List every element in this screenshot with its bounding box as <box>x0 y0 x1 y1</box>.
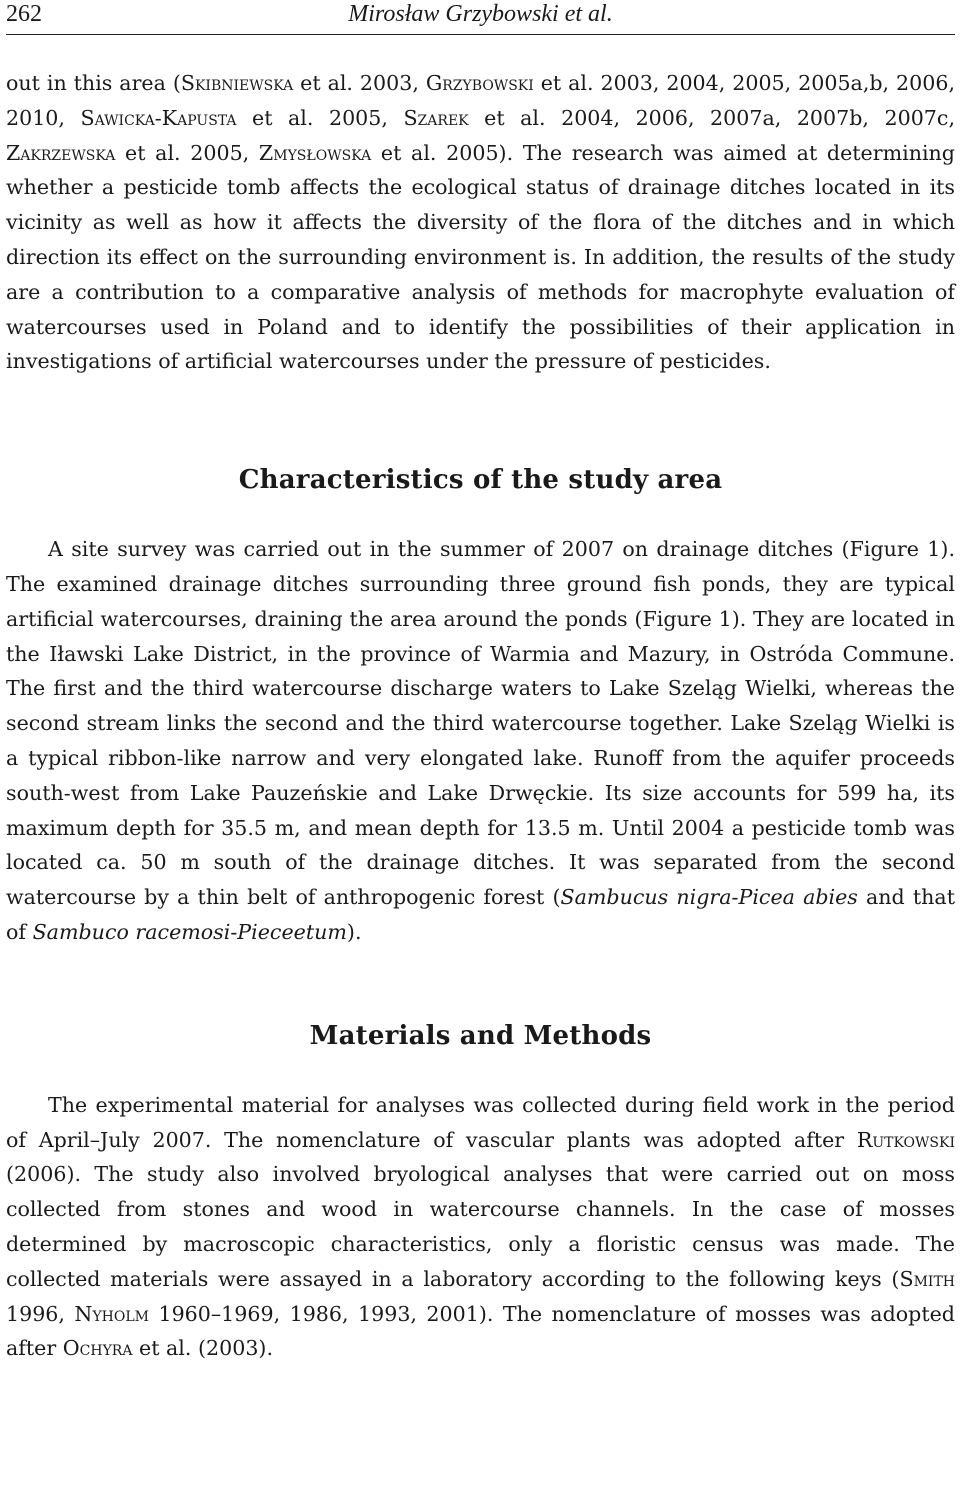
page-number: 262 <box>6 1 42 27</box>
methods-text: et al. (2003). <box>132 1336 274 1361</box>
citation-author: Zmysłowska <box>258 140 372 165</box>
citation-author: Szarek <box>403 105 469 130</box>
citation-author: Ochyra <box>62 1336 133 1361</box>
community-name: Sambuco racemosi-Pieceetum <box>32 919 347 944</box>
methods-text: 1996, <box>6 1301 75 1326</box>
page <box>6 0 955 1366</box>
methods-text: (2006). The study also involved bryological analyses that were carried out on moss collected from stones and wood in watercourse channels. In the case of mosses determined by macroscopic characteristics, only a floristic census was made. The collected materials were assayed in a laboratory according to the following keys ( <box>6 1162 955 1291</box>
intro-text: et al. 2005, <box>236 105 404 130</box>
study-area-text: ). <box>346 919 362 944</box>
methods-text: 1960–1969, 1986, 1993, 2001). The nomenclature of mosses was adopted after <box>6 1301 955 1361</box>
citation-author: Nyholm <box>74 1301 150 1326</box>
citation-author: Rutkowski <box>856 1127 955 1152</box>
species-name: Sambucus nigra-Picea abies <box>560 885 858 910</box>
intro-paragraph <box>6 66 955 379</box>
section-heading-methods: Materials and Methods <box>309 1020 652 1051</box>
intro-text: et al. 2003, 2004, 2005, 2005a,b, 2006, 2010, <box>6 71 955 130</box>
running-head <box>6 0 955 35</box>
running-head-authors: Mirosław Grzybowski et al. <box>348 1 613 27</box>
citation-author: Zakrzewska <box>6 140 116 165</box>
intro-text: et al. 2005, <box>115 140 259 165</box>
study-area-text: and that of <box>6 885 955 944</box>
citation-author: Sawicka-Kapusta <box>80 105 237 130</box>
citation-author: Smith <box>899 1266 955 1291</box>
citation-author: Skibniewska <box>180 71 294 95</box>
section-heading-study-area: Characteristics of the study area <box>238 465 723 496</box>
intro-text: et al. 2005). The research was aimed at determining whether a pesticide tomb affects the ecological status of drainage ditches located in its vicinity as well as how it affects the diversity of the flora of the ditches and in which direction its effect on the surrounding environment is. In addition, the results of the study are a contribution to a comparative analysis of methods for macrophyte evaluation of watercourses used in Poland and to identify the possibilities of their application in investigations of artificial watercourses under the pressure of pesticides. <box>6 140 955 374</box>
methods-paragraph <box>6 1088 955 1366</box>
methods-text: The experimental material for analyses was collected during field work in the period of April–July 2007. The nomenclature of vascular plants was adopted after <box>6 1092 955 1152</box>
study-area-paragraph <box>6 532 955 950</box>
intro-text: out in this area ( <box>6 71 181 95</box>
intro-text: et al. 2003, <box>293 71 426 95</box>
citation-author: Grzybowski <box>425 71 534 95</box>
study-area-text: A site survey was carried out in the summer of 2007 on drainage ditches (Figure 1). The examined drainage ditches surrounding three ground fish ponds, they are typical artificial watercourses, draining the area around the ponds (Figure 1). They are located in the Iławski Lake District, in the province of Warmia and Mazury, in Ostróda Commune. The first and the third watercourse discharge waters to Lake Szeląg Wielki, whereas the second stream links the second and the third watercourse together. Lake Szeląg Wielki is a typical ribbon-like narrow and very elongated lake. Runoff from the aquifer proceeds south-west from Lake Pauzeńskie and Lake Drwęckie. Its size accounts for 599 ha, its maximum depth for 35.5 m, and mean depth for 13.5 m. Until 2004 a pesticide tomb was located ca. 50 m south of the drainage ditches. It was separated from the second watercourse by a thin belt of anthropogenic forest ( <box>6 537 955 910</box>
intro-text: et al. 2004, 2006, 2007a, 2007b, 2007c, <box>468 105 955 130</box>
